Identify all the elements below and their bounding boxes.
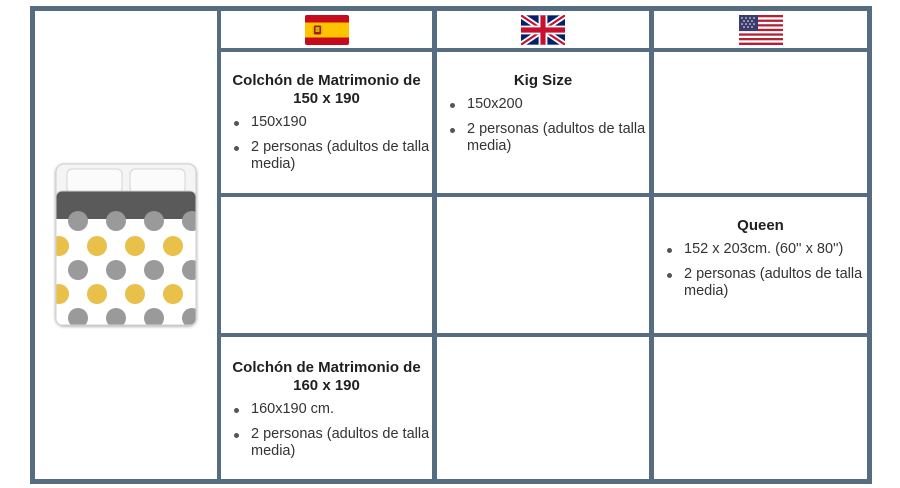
size-title: Queen (737, 217, 784, 234)
usa-flag-icon (739, 15, 783, 45)
cell-usa-queen (654, 197, 867, 333)
list-item: 150x190 (251, 114, 432, 131)
cell-spain-150 (221, 52, 432, 193)
size-title: Colchón de Matrimonio de 160 x 190 (232, 359, 421, 394)
list-item: 2 personas (adultos de talla media) (467, 121, 649, 155)
list-item: 2 personas (adultos de talla media) (251, 139, 432, 173)
header-uk (437, 11, 649, 48)
size-title: Kig Size (513, 72, 573, 89)
bed-illustration-cell (35, 11, 217, 479)
cell-spain-160 (221, 337, 432, 479)
size-details (221, 114, 432, 173)
uk-flag-icon (521, 15, 565, 45)
cell-empty (437, 337, 649, 479)
size-title: Colchón de Matrimonio de 150 x 190 (232, 72, 421, 107)
size-details (654, 241, 867, 300)
list-item: 2 personas (adultos de talla media) (251, 426, 432, 460)
cell-empty (437, 197, 649, 333)
list-item: 150x200 (467, 96, 649, 113)
header-spain (221, 11, 432, 48)
spain-flag-icon (305, 15, 349, 45)
double-bed-icon (53, 161, 199, 329)
size-details (221, 401, 432, 460)
header-usa (654, 11, 867, 48)
cell-empty (654, 337, 867, 479)
list-item: 152 x 203cm. (60'' x 80'') (684, 241, 867, 258)
cell-empty (654, 52, 867, 193)
size-details (437, 96, 649, 155)
cell-uk-king (437, 52, 649, 193)
list-item: 2 personas (adultos de talla media) (684, 266, 867, 300)
mattress-size-table (30, 6, 872, 484)
cell-empty (221, 197, 432, 333)
list-item: 160x190 cm. (251, 401, 432, 418)
